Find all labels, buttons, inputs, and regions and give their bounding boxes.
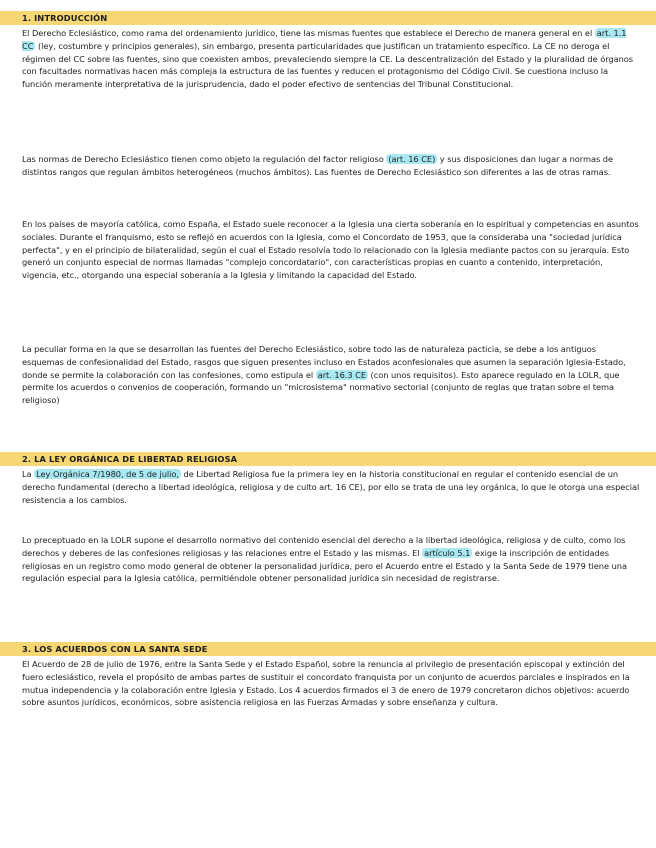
section-3-title: 3. LOS ACUERDOS CON LA SANTA SEDE bbox=[22, 644, 208, 654]
section-3-paragraph-1: El Acuerdo de 28 de julio de 1976, entre la Santa Sede y el Estado Español, sobre la renuncia al privilegio de presentación episcopal y extinción del fuero eclesiástico, revela el propósito de ambas partes de sustituir el concordato franquista por un conjunto de acuerdos parciales e inspirados en la mutua independencia y la colaboración entre Iglesia y Estado. Los 4 acuerdos firmados el 3 de enero de 1979 concretaron dichos objetivos: acuerdo sobre asuntos jurídicos, económicos, sobre asistencia religiosa en las Fuerzas Armadas y sobre enseñanza y cultura. bbox=[22, 659, 630, 708]
highlight-ley-organica: Ley Orgánica 7/1980, de 5 de julio, bbox=[36, 469, 179, 479]
section-1-paragraph-3: En los países de mayoría católica, como España, el Estado suele reconocer a la Iglesia una cierta soberanía en lo espiritual y competencias en asuntos sociales. Durante el franquismo, esto se reflejó en acuerdos con la Iglesia, como el Concordato de 1953, que la consideraba una "sociedad jurídica perfecta", y en el principio de bilateralidad, según el cual el Estado resolvía todo lo relacionado con la Iglesia mediante pactos con su jerarquía. Esto generó un conjunto especial de normas llamadas "complejo concordatario", con características propias en cuanto a contenido, interpretación, vigencia, etc., otorgando una especial soberanía a la Iglesia y limitando la capacidad del Estado. bbox=[22, 219, 639, 281]
section-1-heading bbox=[0, 11, 656, 25]
section-2-paragraph-2: Lo preceptuado en la LOLR supone el desarrollo normativo del contenido esencial del derecho a la libertad ideológica, religiosa y de culto, como los derechos y deberes de las confesiones religiosas y las relaciones entre el Estado y las mismas. El artículo 5.1 exige la inscripción de entidades religiosas en un registro como modo general de obtener la personalidad jurídica, pero el Acuerdo entre el Estado y la Santa Sede de 1979 tiene una regulación especial para la Iglesia católica, permitiéndole obtener personalidad jurídica sin necesidad de registrarse. bbox=[22, 535, 627, 584]
highlight-articulo-5-1: artículo 5.1 bbox=[424, 547, 471, 558]
section-2-paragraph-1: La Ley Orgánica 7/1980, de 5 de julio, de Libertad Religiosa fue la primera ley en la historia constitucional en regular el contenido esencial de un derecho fundamental (derecho a libertad ideológica, religiosa y de culto art. 16 CE), por ello se trata de una ley orgánica, lo que le otorga una especial resistencia a los cambios. bbox=[22, 469, 640, 505]
section-1-paragraph-4: La peculiar forma en la que se desarrollan las fuentes del Derecho Eclesiástico, sobre todo las de naturaleza pacticia, se debe a los antiguos esquemas de confesionalidad del Estado, rasgos que siguen presentes incluso en Estados aconfesionales que asumen la separación Iglesia-Estado, donde se permite la colaboración con las confesiones, como estipula el art. 16.3 CE (con unos requisitos). Esto aparece regulado en la LOLR, que permite los acuerdos o convenios de cooperación, formando un "microsistema" normativo sectorial (conjunto de reglas que tratan sobre el tema religioso) bbox=[22, 344, 626, 406]
highlight-art-16-ce: (art. 16 CE) bbox=[388, 154, 436, 164]
section-2-heading bbox=[0, 452, 656, 466]
section-3-heading bbox=[0, 642, 656, 656]
section-1-title: 1. INTRODUCCIÓN bbox=[22, 13, 108, 23]
highlight-art-1-1-cc: art. 1.1 CC bbox=[22, 28, 627, 51]
section-1-paragraph-2: Las normas de Derecho Eclesiástico tienen como objeto la regulación del factor religioso (art. 16 CE) y sus disposiciones dan lugar a normas de distintos rangos que regulan ámbitos heterogéneos (muchos ámbitos). Las fuentes de Derecho Eclesiástico son diferentes a las de otras ramas. bbox=[22, 154, 614, 177]
highlight-art-16-3-ce: art. 16.3 CE bbox=[317, 369, 366, 380]
section-1-paragraph-1: El Derecho Eclesiástico, como rama del ordenamiento jurídico, tiene las mismas fuentes que establece el Derecho de manera general en el art. 1.1 CC (ley, costumbre y principios generales), sin embargo, presenta particularidades que justifican un tratamiento específico. La CE no deroga el régimen del CC sobre las fuentes, sino que coexisten ambos, prevaleciendo siempre la CE. La descentralización del Estado y la pluralidad de órganos con facultades normativas hacen más compleja la estructura de las fuentes y reducen el protagonismo del Código Civil. Se cuestiona incluso la función meramente interpretativa de la jurisprudencia, dado el poder efectivo de sentencias del Tribunal Constitucional. bbox=[22, 28, 634, 90]
section-2-title: 2. LA LEY ORGÁNICA DE LIBERTAD RELIGIOSA bbox=[22, 454, 238, 464]
